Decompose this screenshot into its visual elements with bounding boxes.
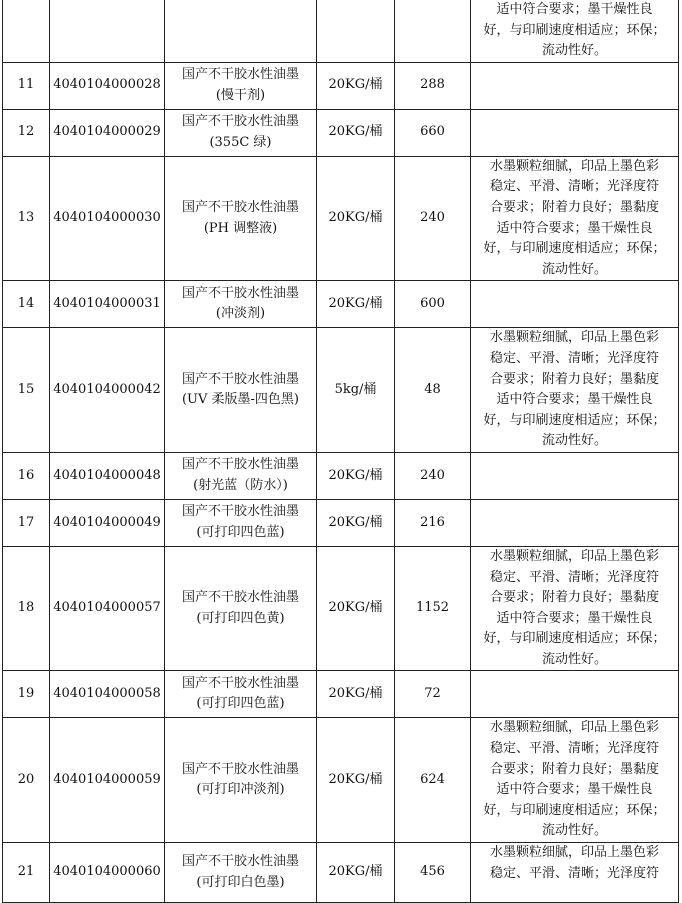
description-line: 适中符合要求；墨干燥性良 bbox=[496, 392, 653, 408]
product-name-line: (可打印四色黄) bbox=[196, 610, 285, 626]
cell-spec: 20KG/桶 bbox=[317, 671, 395, 718]
table-row bbox=[3, 546, 679, 671]
table-row bbox=[3, 156, 679, 281]
cell-description bbox=[471, 546, 679, 671]
cell-name bbox=[165, 499, 317, 546]
cell-description bbox=[471, 452, 679, 499]
table-row bbox=[3, 718, 679, 843]
cell-name bbox=[165, 62, 317, 109]
cell-description bbox=[471, 671, 679, 718]
description-line: 水墨颗粒细腻，印品上墨色彩 bbox=[489, 720, 659, 736]
description-line: 适中符合要求；墨干燥性良 bbox=[496, 782, 653, 798]
product-name-line: (射光蓝（防水）) bbox=[193, 477, 288, 493]
cell-code: 4040104000060 bbox=[50, 843, 165, 903]
table-body bbox=[3, 0, 679, 903]
cell-no: 15 bbox=[3, 328, 50, 453]
cell-spec: 20KG/桶 bbox=[317, 452, 395, 499]
description-line: 流动性好。 bbox=[541, 651, 607, 667]
description-line: 适中符合要求；墨干燥性良 bbox=[496, 2, 653, 17]
cell-description bbox=[471, 281, 679, 328]
cell-qty: 48 bbox=[395, 328, 471, 453]
description-line: 合要求；附着力良好；墨黏度 bbox=[489, 590, 659, 606]
cell-qty: 600 bbox=[395, 281, 471, 328]
cell-code: 4040104000028 bbox=[50, 62, 165, 109]
table-row-partial bbox=[3, 0, 679, 62]
cell-spec: 20KG/桶 bbox=[317, 499, 395, 546]
description-line: 合要求；附着力良好；墨黏度 bbox=[489, 199, 659, 215]
cell-description bbox=[471, 156, 679, 281]
product-name-line: 国产不干胶水性油墨 bbox=[181, 457, 299, 473]
product-name-line: (可打印白色墨) bbox=[196, 874, 285, 890]
table-row bbox=[3, 843, 679, 903]
product-name-line: (PH 调整液) bbox=[203, 220, 278, 236]
description-line: 稳定、平滑、清晰；光泽度符 bbox=[489, 865, 659, 881]
description-line: 好，与印刷速度相适应；环保； bbox=[483, 412, 666, 428]
cell-no: 16 bbox=[3, 452, 50, 499]
cell-description bbox=[471, 499, 679, 546]
product-name-line: (慢干剂) bbox=[215, 87, 266, 103]
description-line: 适中符合要求；墨干燥性良 bbox=[496, 220, 653, 236]
cell-description bbox=[471, 328, 679, 453]
product-name-line: (可打印四色蓝) bbox=[196, 696, 285, 712]
cell-name bbox=[165, 328, 317, 453]
description-line: 好，与印刷速度相适应；环保； bbox=[483, 22, 666, 38]
product-name-line: 国产不干胶水性油墨 bbox=[181, 285, 299, 301]
product-name-line: 国产不干胶水性油墨 bbox=[181, 504, 299, 520]
description-line: 稳定、平滑、清晰；光泽度符 bbox=[489, 179, 659, 195]
cell-spec: 20KG/桶 bbox=[317, 281, 395, 328]
cell-name bbox=[165, 843, 317, 903]
description-line: 流动性好。 bbox=[541, 433, 607, 449]
description-line: 合要求；附着力良好；墨黏度 bbox=[489, 371, 659, 387]
cell-qty: 240 bbox=[395, 452, 471, 499]
table-row bbox=[3, 62, 679, 109]
cell-spec: 20KG/桶 bbox=[317, 843, 395, 903]
description-line: 适中符合要求；墨干燥性良 bbox=[496, 610, 653, 626]
product-name-line: 国产不干胶水性油墨 bbox=[181, 675, 299, 691]
description-line: 流动性好。 bbox=[541, 261, 607, 277]
cell-spec: 20KG/桶 bbox=[317, 546, 395, 671]
cell-spec: 20KG/桶 bbox=[317, 718, 395, 843]
cell-no: 11 bbox=[3, 62, 50, 109]
cell-code: 4040104000048 bbox=[50, 452, 165, 499]
table-row bbox=[3, 671, 679, 718]
cell-qty: 240 bbox=[395, 156, 471, 281]
cell-code: 4040104000029 bbox=[50, 109, 165, 156]
description-line: 水墨颗粒细腻，印品上墨色彩 bbox=[489, 548, 659, 564]
cell-code bbox=[50, 0, 165, 62]
cell-no: 21 bbox=[3, 843, 50, 903]
description-line: 好，与印刷速度相适应；环保； bbox=[483, 802, 666, 818]
cell-code: 4040104000031 bbox=[50, 281, 165, 328]
cell-qty bbox=[395, 0, 471, 62]
cell-qty: 624 bbox=[395, 718, 471, 843]
ink-product-table bbox=[2, 0, 679, 903]
table-row bbox=[3, 499, 679, 546]
cell-code: 4040104000042 bbox=[50, 328, 165, 453]
product-name-line: 国产不干胶水性油墨 bbox=[181, 371, 299, 387]
cell-name bbox=[165, 718, 317, 843]
product-name-line: (355C 绿) bbox=[209, 134, 272, 150]
cell-no: 19 bbox=[3, 671, 50, 718]
cell-qty: 72 bbox=[395, 671, 471, 718]
description-line: 流动性好。 bbox=[541, 43, 607, 59]
cell-no: 13 bbox=[3, 156, 50, 281]
cell-qty: 288 bbox=[395, 62, 471, 109]
cell-name bbox=[165, 452, 317, 499]
description-line: 水墨颗粒细腻，印品上墨色彩 bbox=[489, 330, 659, 346]
cell-qty: 1152 bbox=[395, 546, 471, 671]
description-line: 流动性好。 bbox=[541, 823, 607, 839]
cell-name bbox=[165, 546, 317, 671]
cell-no: 18 bbox=[3, 546, 50, 671]
cell-spec: 20KG/桶 bbox=[317, 156, 395, 281]
cell-code: 4040104000030 bbox=[50, 156, 165, 281]
description-line: 水墨颗粒细腻，印品上墨色彩 bbox=[489, 158, 659, 174]
product-name-line: (可打印四色蓝) bbox=[196, 524, 285, 540]
cell-spec bbox=[317, 0, 395, 62]
description-line: 好，与印刷速度相适应；环保； bbox=[483, 631, 666, 647]
product-name-line: (冲淡剂) bbox=[215, 306, 266, 322]
cell-description bbox=[471, 109, 679, 156]
table-row bbox=[3, 452, 679, 499]
cell-description bbox=[471, 718, 679, 843]
description-line: 稳定、平滑、清晰；光泽度符 bbox=[489, 741, 659, 757]
cell-qty: 456 bbox=[395, 843, 471, 903]
cell-description bbox=[471, 843, 679, 903]
description-line: 水墨颗粒细腻，印品上墨色彩 bbox=[489, 845, 659, 861]
product-name-line: 国产不干胶水性油墨 bbox=[181, 114, 299, 130]
cell-code: 4040104000057 bbox=[50, 546, 165, 671]
cell-no: 17 bbox=[3, 499, 50, 546]
cell-qty: 660 bbox=[395, 109, 471, 156]
table-row bbox=[3, 328, 679, 453]
cell-spec: 20KG/桶 bbox=[317, 62, 395, 109]
cell-qty: 216 bbox=[395, 499, 471, 546]
cell-name bbox=[165, 109, 317, 156]
product-name-line: 国产不干胶水性油墨 bbox=[181, 590, 299, 606]
cell-no bbox=[3, 0, 50, 62]
product-name-line: 国产不干胶水性油墨 bbox=[181, 853, 299, 869]
cell-no: 12 bbox=[3, 109, 50, 156]
product-name-line: (UV 柔版墨-四色黑) bbox=[181, 392, 299, 408]
cell-spec: 20KG/桶 bbox=[317, 109, 395, 156]
product-name-line: 国产不干胶水性油墨 bbox=[181, 67, 299, 83]
cell-spec: 5kg/桶 bbox=[317, 328, 395, 453]
cell-code: 4040104000059 bbox=[50, 718, 165, 843]
cell-description bbox=[471, 62, 679, 109]
cell-no: 14 bbox=[3, 281, 50, 328]
cell-code: 4040104000049 bbox=[50, 499, 165, 546]
description-line: 好，与印刷速度相适应；环保； bbox=[483, 241, 666, 257]
description-line: 稳定、平滑、清晰；光泽度符 bbox=[489, 350, 659, 366]
product-name-line: 国产不干胶水性油墨 bbox=[181, 199, 299, 215]
description-line: 合要求；附着力良好；墨黏度 bbox=[489, 761, 659, 777]
product-name-line: (可打印冲淡剂) bbox=[196, 782, 285, 798]
table-row bbox=[3, 109, 679, 156]
cell-description bbox=[471, 0, 679, 62]
table-row bbox=[3, 281, 679, 328]
cell-code: 4040104000058 bbox=[50, 671, 165, 718]
cell-no: 20 bbox=[3, 718, 50, 843]
cell-name bbox=[165, 671, 317, 718]
product-name-line: 国产不干胶水性油墨 bbox=[181, 761, 299, 777]
cell-name bbox=[165, 0, 317, 62]
cell-name bbox=[165, 281, 317, 328]
cell-name bbox=[165, 156, 317, 281]
description-line: 稳定、平滑、清晰；光泽度符 bbox=[489, 569, 659, 585]
